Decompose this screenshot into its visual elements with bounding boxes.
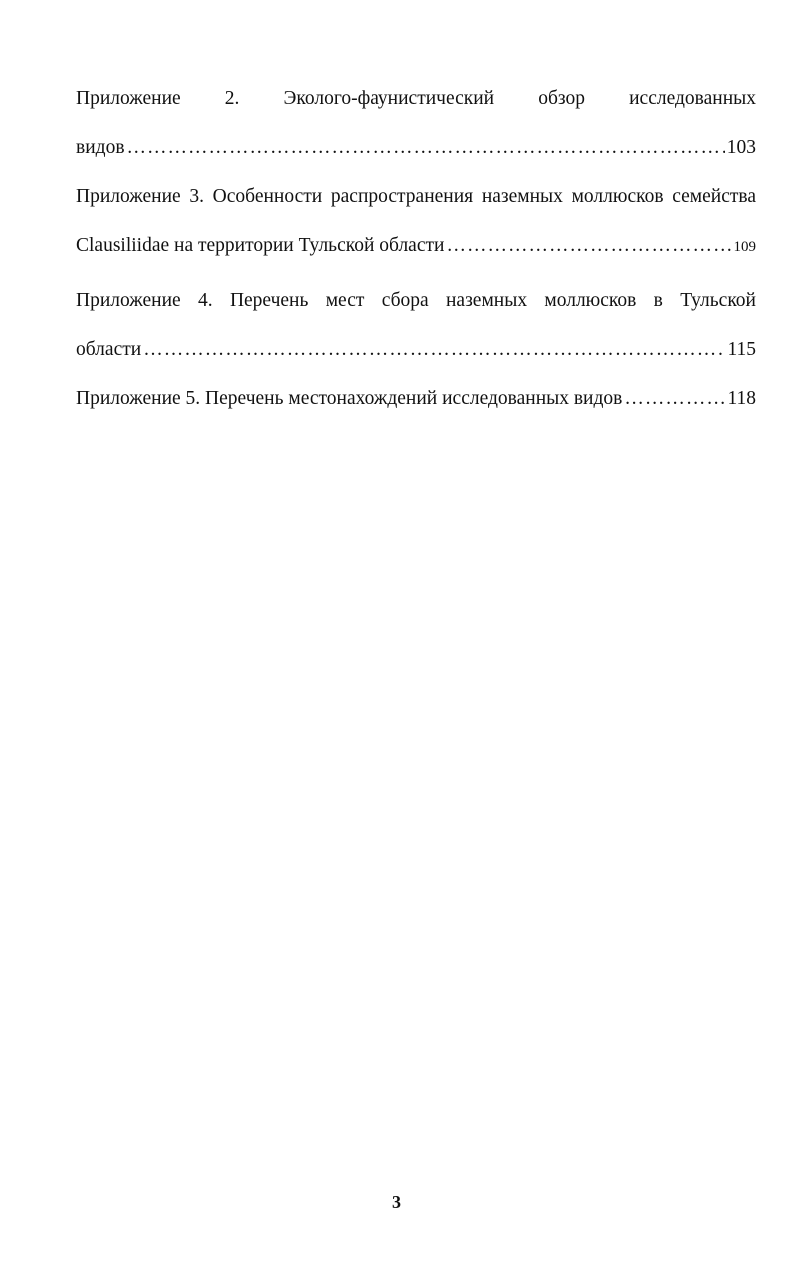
toc-leader-dots: [127, 129, 725, 167]
toc-leader-dots: [624, 380, 725, 418]
toc-entry-title: Приложение 2. Эколого-фаунистический обзор исследованных: [76, 88, 756, 109]
footer-page-number: 3: [392, 1192, 401, 1212]
toc-entry-title-continuation: Clausiliidae на территории Тульской области: [76, 235, 445, 256]
toc-entry-appendix-3-line-1: [76, 178, 756, 227]
table-of-contents: [76, 80, 756, 429]
toc-entry-appendix-2-line-1: [76, 80, 756, 129]
toc-entry-appendix-2-line-2[interactable]: [76, 129, 756, 178]
toc-entry-appendix-4-line-2[interactable]: [76, 331, 756, 380]
toc-entry-appendix-5[interactable]: [76, 380, 756, 429]
toc-entry-appendix-3-line-2[interactable]: [76, 227, 756, 276]
toc-entry-title: Приложение 5. Перечень местонахождений исследованных видов: [76, 388, 623, 409]
toc-page-number: 118: [727, 388, 756, 409]
toc-leader-dots: [446, 227, 731, 265]
toc-page-number: 109: [733, 239, 756, 255]
toc-entry-title-continuation: видов: [76, 137, 125, 158]
toc-leader-dots: [143, 331, 725, 369]
toc-entry-appendix-4-line-1: [76, 282, 756, 331]
toc-entry-title: Приложение 3. Особенности распространения наземных моллюсков семейства: [76, 186, 756, 207]
toc-page-number: 115: [727, 339, 756, 360]
toc-entry-title: Приложение 4. Перечень мест сбора наземных моллюсков в Тульской: [76, 290, 756, 311]
toc-entry-title-continuation: области: [76, 339, 142, 360]
toc-page-number: 103: [726, 137, 756, 158]
